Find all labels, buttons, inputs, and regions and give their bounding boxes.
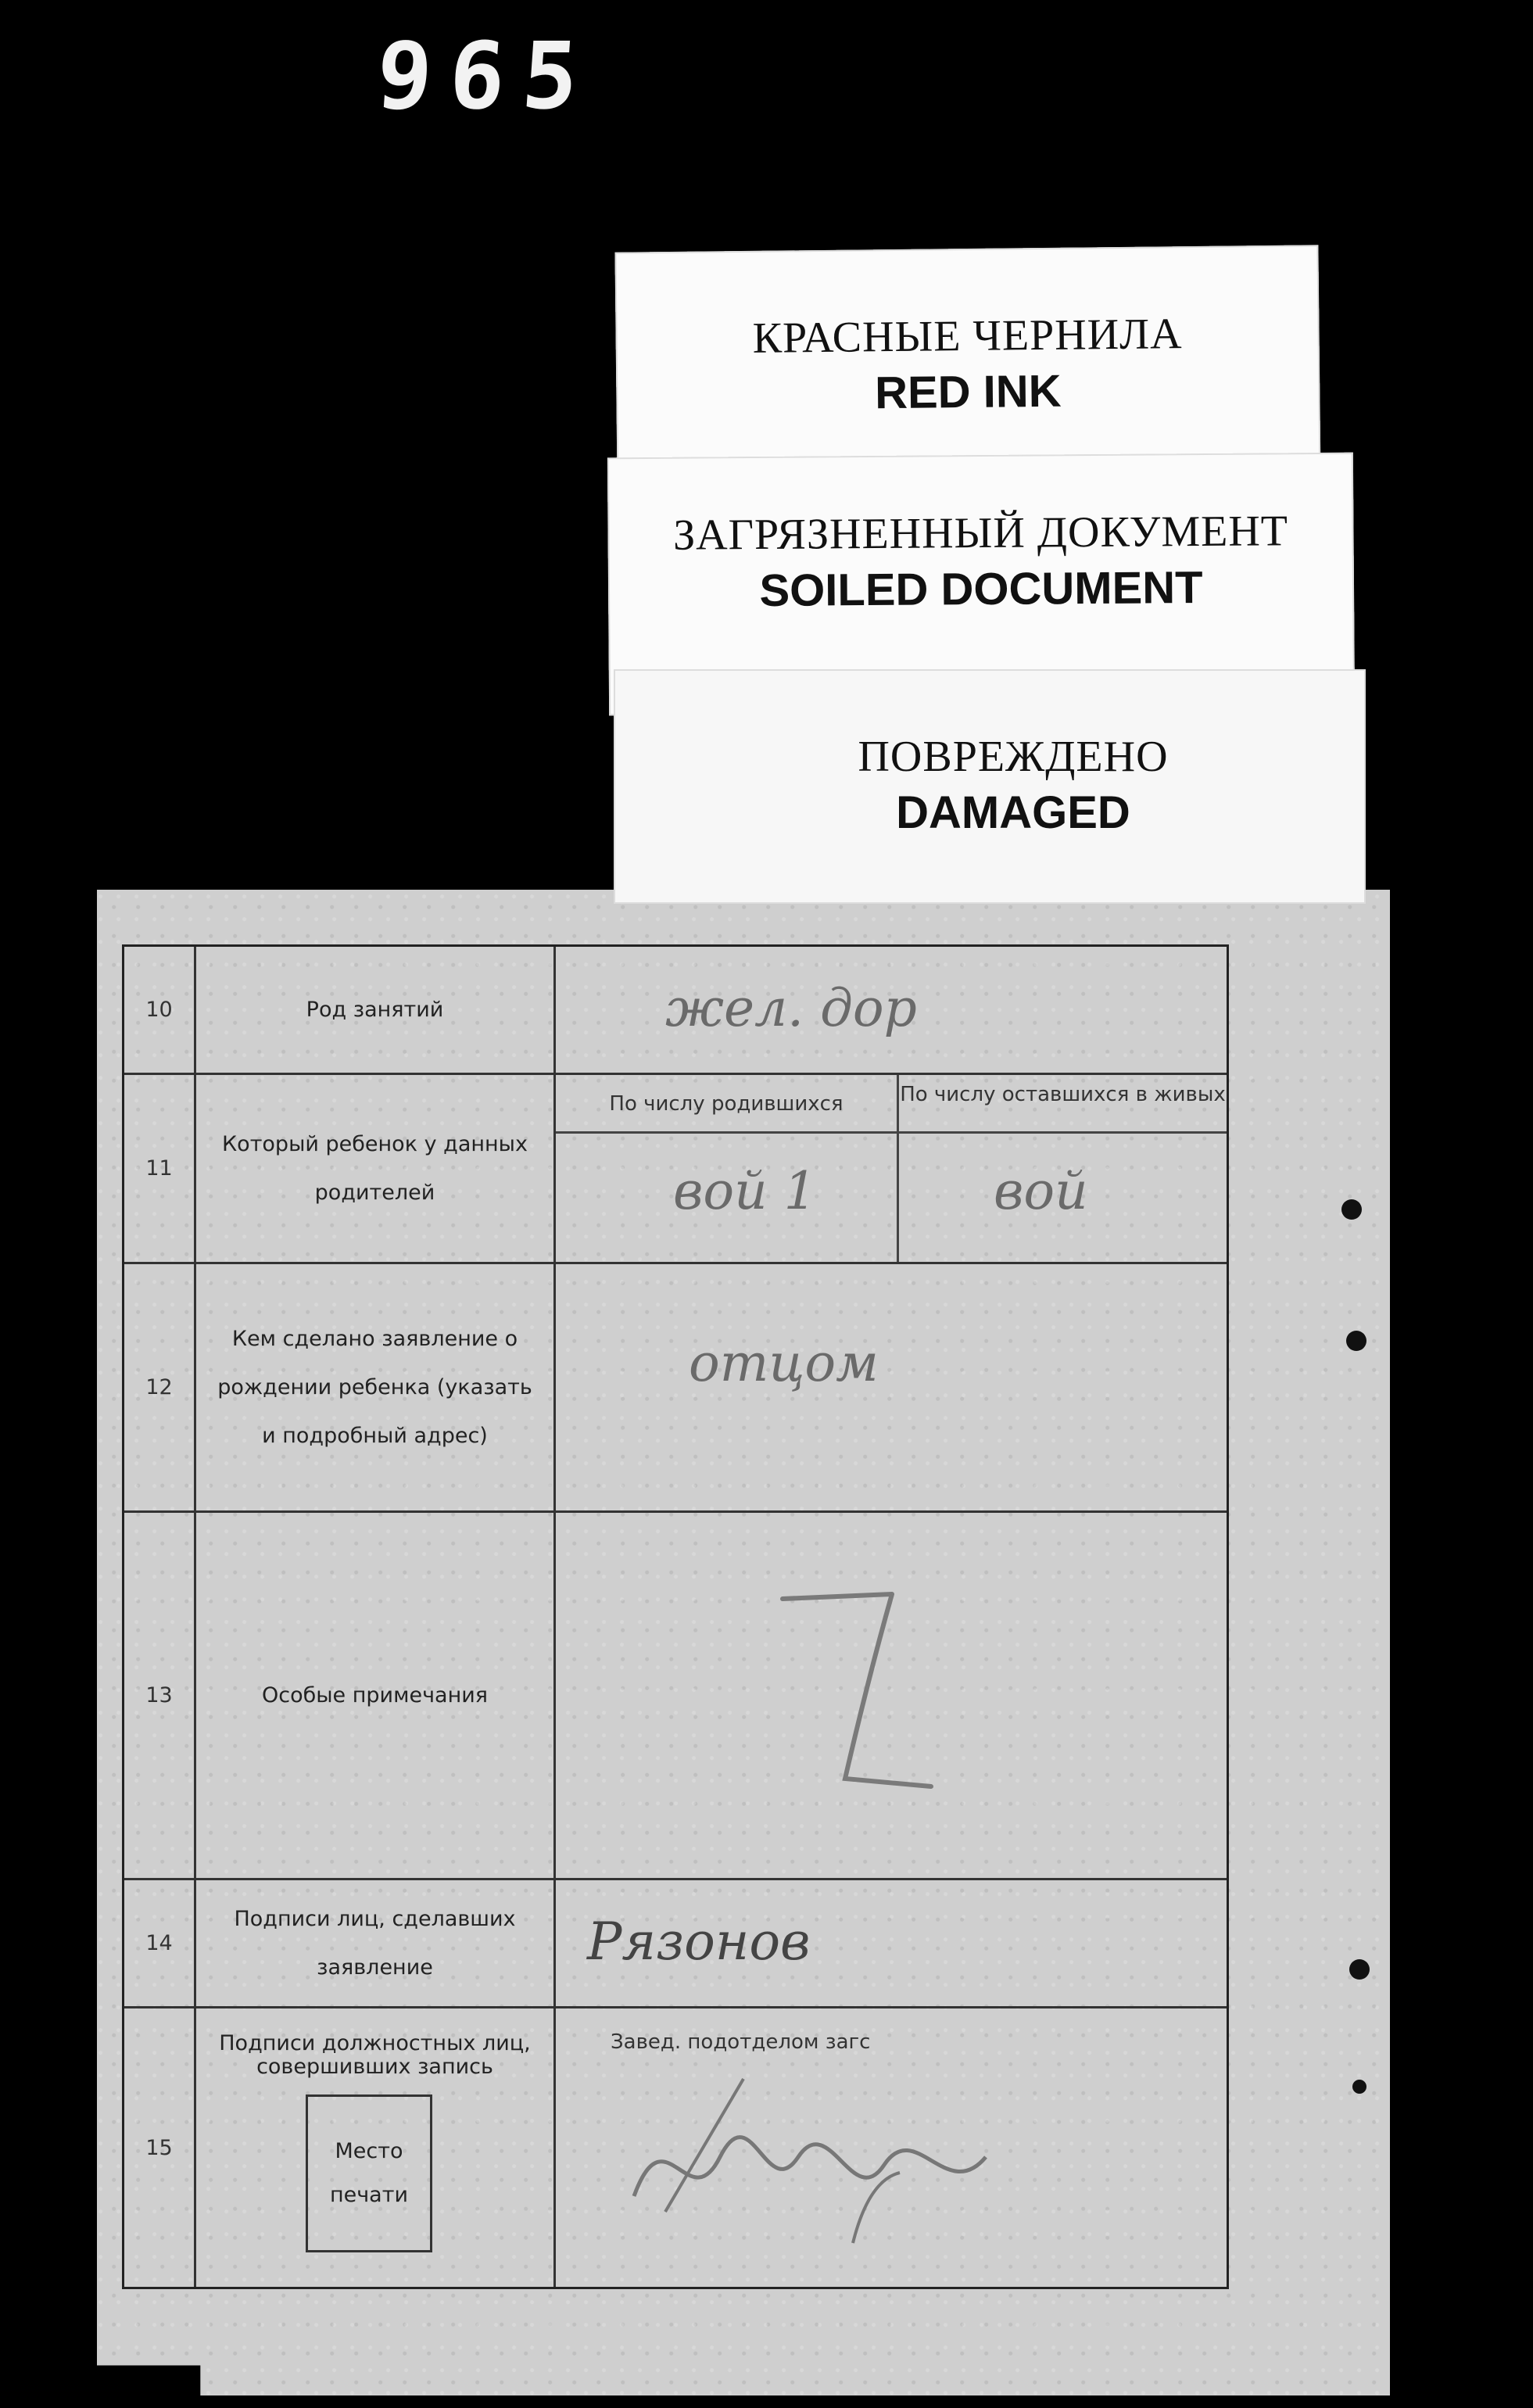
soiled-tag-ru: ЗАГРЯЗНЕННЫЙ ДОКУМЕНТ xyxy=(672,507,1289,560)
row-label: Особые примечания xyxy=(196,1513,556,1878)
official-title: Завед. подотделом загс xyxy=(611,2030,871,2054)
handwritten-strike-mark xyxy=(775,1583,1009,1818)
frame-number: 965 xyxy=(373,22,599,130)
handwritten-declarant: отцом xyxy=(689,1333,879,1393)
row-value xyxy=(556,1075,1227,1262)
soiled-tag-en: SOILED DOCUMENT xyxy=(759,562,1203,616)
row-value xyxy=(556,2008,1227,2287)
row-value xyxy=(556,1264,1227,1510)
row-label: Род занятий xyxy=(196,947,556,1073)
row-number: 13 xyxy=(124,1513,196,1878)
official-signature-scribble xyxy=(618,2063,1025,2266)
red-ink-tag-en: RED INK xyxy=(874,365,1062,419)
red-ink-tag-ru: КРАСНЫЕ ЧЕРНИЛА xyxy=(752,310,1183,363)
punch-hole xyxy=(1349,1959,1370,1980)
stamp-place-label: Место печати xyxy=(329,2139,409,2207)
form-row-12 xyxy=(124,1264,1227,1513)
handwritten-occupation: жел. дор xyxy=(665,978,917,1038)
punch-hole xyxy=(1346,1331,1366,1351)
handwritten-declarant-signature: Рязонов xyxy=(587,1912,811,1972)
punch-hole xyxy=(1341,1199,1362,1220)
damaged-tag-ru: ПОВРЕЖДЕНО xyxy=(858,733,1169,781)
row-label: Кем сделано заявление о рождении ребенка (указать и подробный адрес) xyxy=(196,1264,556,1510)
form-row-10 xyxy=(124,947,1227,1075)
row-number: 11 xyxy=(124,1075,196,1262)
damaged-tag xyxy=(614,669,1366,904)
damaged-tag-en: DAMAGED xyxy=(896,787,1130,838)
row-number: 15 xyxy=(124,2008,196,2287)
stamp-place-box xyxy=(306,2094,432,2252)
row-value xyxy=(556,947,1227,1073)
red-ink-tag xyxy=(614,245,1320,486)
row-number: 12 xyxy=(124,1264,196,1510)
col-alive-header: По числу оставшихся в живых xyxy=(900,1083,1226,1106)
row-number: 14 xyxy=(124,1880,196,2006)
form-row-13 xyxy=(124,1513,1227,1880)
row-number: 10 xyxy=(124,947,196,1073)
row-label-text: Подписи должностных лиц, совершивших запись xyxy=(219,2031,531,2079)
punch-hole xyxy=(1352,2080,1366,2094)
row-label xyxy=(196,2008,556,2287)
registration-form xyxy=(122,944,1229,2289)
handwritten-born-count: вой 1 xyxy=(673,1161,817,1221)
form-row-14 xyxy=(124,1880,1227,2008)
row-value xyxy=(556,1513,1227,1878)
row-label: Который ребенок у данных родителей xyxy=(196,1075,556,1262)
row-label: Подписи лиц, сделавших заявление xyxy=(196,1880,556,2006)
handwritten-alive-count: вой xyxy=(994,1161,1088,1221)
form-row-15 xyxy=(124,2008,1227,2287)
form-row-11 xyxy=(124,1075,1227,1264)
row-value xyxy=(556,1880,1227,2006)
col-born-header: По числу родившихся xyxy=(609,1092,844,1116)
